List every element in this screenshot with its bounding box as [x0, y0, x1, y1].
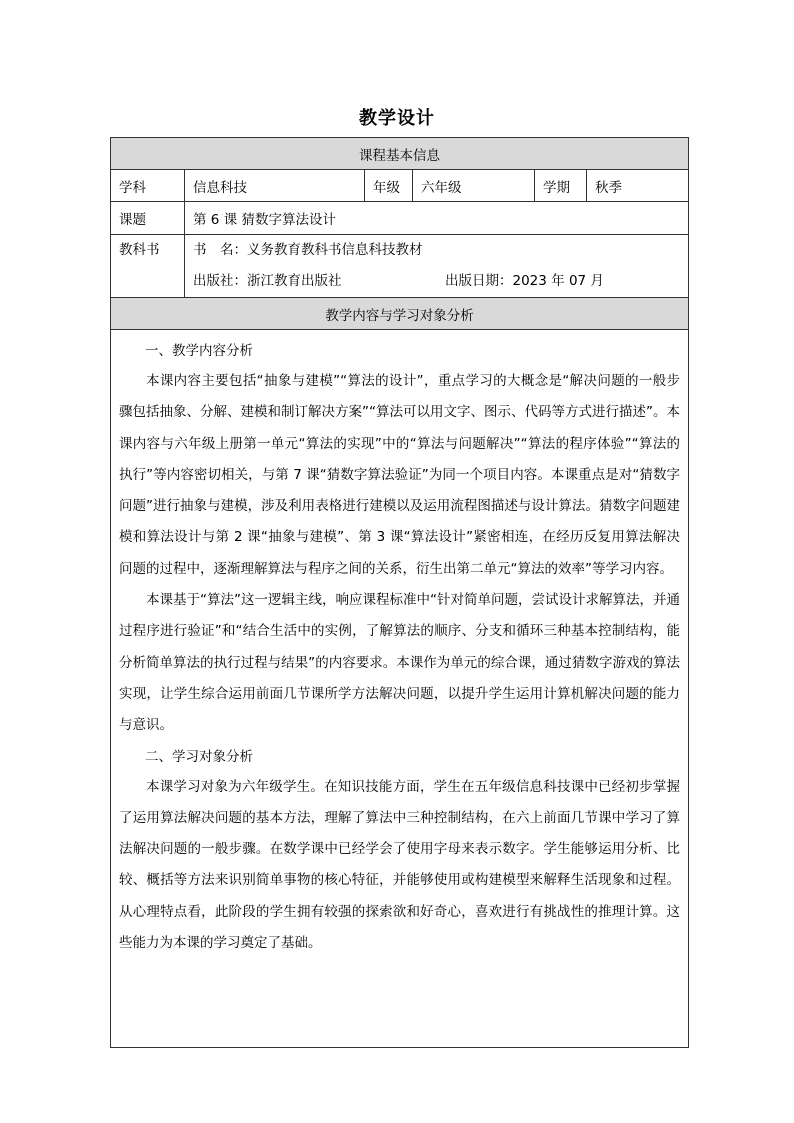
publisher: 出版社：浙江教育出版社 — [193, 273, 342, 289]
section-heading-learner-analysis: 二、学习对象分析 — [145, 748, 253, 765]
term-label: 学期 — [535, 170, 587, 202]
grade-label: 年级 — [365, 170, 413, 202]
document-title: 教学设计 — [359, 108, 435, 129]
analysis-body — [111, 330, 689, 1048]
textbook-label-text: 教科书 — [119, 242, 160, 258]
textbook-label — [111, 235, 185, 298]
basic-info-header: 课程基本信息 — [111, 138, 689, 170]
paragraph-content-analysis-1: 本课内容主要包括“抽象与建模”“算法的设计”，重点学习的大概念是“解决问题的一般步骤包括抽象、分解、建模和制订解决方案”“算法可以用文字、图示、代码等方式进行描述”。本课内容与六年级上册第一单元“算法的实现”中的“算法与问题解决”“算法的程序体验”“算法的执行”等内容密切相关，与第 7 课“猜数字算法验证”为同一个项目内容。本课重点是对“猜数字问题”进行抽象与建模，涉及利用表格进行建模以及运用流程图描述与设计算法。猜数字问题建模和算法设计与第 2 课“抽象与建模”、第 3 课“算法设计”紧密相连，在经历反复用算法解决问题的过程中，逐渐理解算法与程序之间的关系，衍生出第二单元“算法的效率”等学习内容。 — [119, 373, 681, 577]
term-value: 秋季 — [587, 170, 689, 202]
lesson-value: 第 6 课 猜数字算法设计 — [185, 202, 689, 235]
textbook-info — [185, 235, 689, 298]
lesson-label: 课题 — [111, 202, 185, 235]
subject-value: 信息科技 — [185, 170, 365, 202]
paragraph-learner-analysis: 本课学习对象为六年级学生。在知识技能方面，学生在五年级信息科技课中已经初步掌握了运用算法解决问题的基本方法，理解了算法中三种控制结构，在六上前面几节课中学习了算法解决问题的一般步骤。在数学课中已经学会了使用字母来表示数字。学生能够运用分析、比较、概括等方法来识别简单事物的核心特征，并能够使用或构建模型来解释生活现象和过程。从心理特点看，此阶段的学生拥有较强的探索欲和好奇心，喜欢进行有挑战性的推理计算。这些能力为本课的学习奠定了基础。 — [119, 778, 681, 952]
publisher-line — [193, 266, 680, 297]
paragraph-content-analysis-2: 本课基于“算法”这一逻辑主线，响应课程标准中“针对简单问题，尝试设计求解算法，并通过程序进行验证”和“结合生活中的实例，了解算法的顺序、分支和循环三种基本控制结构，能分析简单算法的执行过程与结果”的内容要求。本课作为单元的综合课，通过猜数字游戏的算法实现，让学生综合运用前面几节课所学方法解决问题，以提升学生运用计算机解决问题的能力与意识。 — [119, 592, 681, 734]
analysis-header: 教学内容与学习对象分析 — [111, 298, 689, 330]
subject-label: 学科 — [111, 170, 185, 202]
book-name: 书 名：义务教育教科书信息科技教材 — [193, 242, 423, 258]
publication-date: 出版日期：2023 年 07 月 — [445, 273, 604, 289]
section-heading-content-analysis: 一、教学内容分析 — [145, 343, 253, 359]
grade-value: 六年级 — [413, 170, 535, 202]
lesson-plan-table — [110, 137, 689, 1048]
